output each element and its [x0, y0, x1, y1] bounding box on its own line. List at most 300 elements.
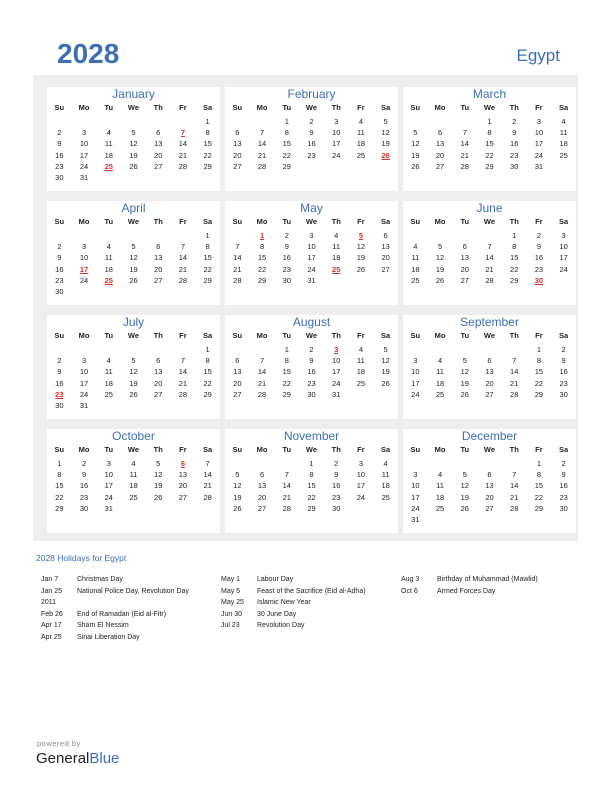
day-cell: 29: [282, 389, 291, 399]
empty-day-cell: [146, 230, 171, 241]
weekday-header: Su: [54, 445, 65, 454]
weekday-header: Sa: [203, 217, 213, 226]
day-cell: 14: [257, 367, 267, 377]
day-cell: 27: [233, 389, 242, 399]
day-cell: 11: [381, 470, 390, 480]
year-title: 2028: [57, 38, 120, 69]
holiday-day-cell: 6: [180, 459, 185, 468]
weekday-header: Th: [509, 445, 519, 454]
day-cell: 16: [307, 367, 316, 377]
day-cell: 21: [510, 378, 519, 388]
empty-day-cell: [250, 116, 275, 127]
weekday-header: Fr: [357, 103, 365, 112]
weekday-header: Th: [153, 331, 163, 340]
month-name: April: [121, 201, 146, 215]
day-cell: 28: [257, 389, 267, 399]
weekday-header: We: [305, 331, 318, 340]
day-cell: 19: [129, 264, 138, 274]
day-cell: 28: [178, 275, 188, 285]
day-cell: 29: [307, 503, 316, 513]
day-cell: 25: [104, 389, 113, 399]
day-cell: 11: [104, 139, 113, 149]
holiday-row: [41, 620, 189, 632]
day-cell: 18: [356, 367, 366, 377]
day-cell: 1: [512, 231, 517, 240]
day-cell: 29: [203, 275, 212, 285]
day-cell: 8: [205, 242, 210, 252]
day-cell: 16: [282, 253, 291, 263]
day-cell: 13: [233, 367, 242, 377]
month-name: September: [460, 315, 519, 329]
day-cell: 5: [462, 356, 467, 366]
day-cell: 26: [129, 389, 138, 399]
weekday-header: Th: [153, 217, 163, 226]
day-cell: 12: [129, 139, 138, 149]
month-name: November: [283, 429, 340, 443]
day-cell: 12: [233, 481, 242, 491]
weekday-header: We: [305, 103, 318, 112]
month-august: [225, 315, 398, 419]
day-cell: 13: [154, 253, 163, 263]
day-cell: 5: [131, 128, 136, 138]
day-cell: 29: [534, 503, 544, 513]
empty-day-cell: [403, 344, 428, 355]
day-cell: 20: [233, 150, 242, 160]
day-cell: 29: [510, 275, 519, 285]
day-cell: 27: [178, 492, 188, 502]
holiday-name: 30 June Day: [257, 610, 297, 618]
day-cell: 18: [104, 150, 113, 160]
holiday-day-cell: 5: [358, 231, 363, 240]
day-cell: 1: [205, 231, 210, 240]
day-cell: 25: [559, 150, 568, 160]
weekday-header: Th: [153, 103, 163, 112]
weekday-header: Fr: [179, 103, 187, 112]
day-cell: 21: [510, 492, 519, 502]
weekday-header: Tu: [104, 103, 114, 112]
day-cell: 15: [534, 367, 544, 377]
day-cell: 20: [381, 253, 390, 263]
empty-day-cell: [96, 230, 121, 241]
day-cell: 25: [435, 389, 445, 399]
day-cell: 4: [106, 356, 111, 366]
empty-day-cell: [146, 344, 171, 355]
day-cell: 18: [559, 139, 568, 149]
day-cell: 1: [205, 117, 210, 126]
day-cell: 31: [411, 514, 420, 524]
holiday-date: May 5: [221, 587, 241, 595]
empty-day-cell: [403, 458, 428, 469]
empty-day-cell: [47, 344, 72, 355]
day-cell: 7: [235, 242, 240, 252]
day-cell: 2: [57, 356, 62, 366]
day-cell: 4: [358, 345, 363, 354]
day-cell: 5: [131, 356, 136, 366]
day-cell: 26: [129, 275, 138, 285]
day-cell: 6: [383, 231, 388, 240]
day-cell: 8: [259, 242, 265, 252]
holiday-row: [221, 597, 366, 609]
day-cell: 14: [510, 481, 519, 491]
weekday-header: Fr: [535, 445, 543, 454]
day-cell: 17: [332, 139, 341, 149]
holiday-row: [41, 586, 189, 598]
day-cell: 13: [154, 367, 163, 377]
day-cell: 28: [233, 275, 242, 285]
day-cell: 16: [510, 139, 519, 149]
day-cell: 4: [131, 459, 136, 468]
weekday-header: Fr: [535, 217, 543, 226]
weekday-header: Mo: [78, 331, 90, 340]
weekday-header: Th: [509, 331, 519, 340]
day-cell: 29: [203, 389, 212, 399]
day-cell: 8: [536, 356, 541, 366]
day-cell: 21: [257, 378, 267, 388]
day-cell: 22: [257, 264, 267, 274]
weekday-header: Su: [410, 217, 421, 226]
day-cell: 14: [282, 481, 291, 491]
day-cell: 5: [462, 470, 467, 480]
weekday-header: Tu: [282, 217, 292, 226]
day-cell: 11: [332, 242, 341, 252]
day-cell: 14: [510, 367, 519, 377]
holiday-name: Labour Day: [257, 576, 294, 583]
day-grid: [47, 102, 220, 183]
empty-day-cell: [72, 230, 97, 241]
weekday-header: Su: [232, 445, 243, 454]
day-cell: 13: [178, 470, 188, 480]
weekday-header: Su: [410, 445, 421, 454]
day-cell: 24: [411, 389, 420, 399]
empty-day-cell: [477, 458, 502, 469]
day-cell: 1: [536, 459, 541, 468]
day-cell: 17: [307, 253, 316, 263]
day-cell: 31: [79, 172, 89, 182]
day-cell: 4: [358, 117, 363, 126]
month-july: [47, 315, 220, 419]
empty-day-cell: [96, 116, 121, 127]
day-cell: 8: [487, 128, 492, 138]
day-cell: 28: [485, 275, 494, 285]
day-cell: 19: [154, 481, 163, 491]
day-cell: 3: [106, 459, 111, 468]
holiday-date: Apr 25: [41, 633, 62, 641]
empty-day-cell: [403, 230, 428, 241]
holiday-day-cell: 25: [104, 161, 113, 171]
day-cell: 24: [534, 150, 544, 160]
day-cell: 29: [534, 389, 544, 399]
day-cell: 16: [79, 481, 89, 491]
empty-day-cell: [452, 230, 477, 241]
empty-day-cell: [428, 116, 453, 127]
weekday-header: Su: [232, 103, 243, 112]
month-name: March: [472, 87, 507, 101]
day-cell: 19: [356, 253, 366, 263]
holiday-name: Revolution Day: [257, 622, 305, 629]
day-cell: 7: [512, 356, 517, 366]
day-cell: 6: [235, 128, 240, 138]
weekday-header: Su: [54, 217, 65, 226]
day-cell: 10: [307, 242, 316, 252]
day-cell: 10: [332, 128, 341, 138]
weekday-header: We: [483, 103, 496, 112]
day-cell: 15: [203, 139, 212, 149]
day-cell: 17: [104, 481, 113, 491]
day-cell: 30: [559, 503, 568, 513]
day-cell: 23: [79, 492, 89, 502]
holidays-title: 2028 Holidays for Egypt: [36, 553, 127, 563]
day-cell: 24: [79, 275, 89, 285]
day-cell: 4: [437, 356, 443, 366]
day-cell: 9: [561, 356, 566, 366]
day-cell: 29: [257, 275, 267, 285]
day-cell: 27: [485, 503, 494, 513]
day-cell: 25: [381, 492, 390, 502]
day-cell: 6: [235, 356, 240, 366]
weekday-header: We: [127, 217, 140, 226]
day-cell: 23: [559, 492, 568, 502]
holiday-date: Oct 6: [401, 587, 418, 595]
weekday-header: Mo: [78, 103, 90, 112]
day-cell: 18: [332, 253, 341, 263]
day-cell: 2: [512, 117, 517, 126]
day-cell: 26: [129, 161, 138, 171]
day-cell: 28: [460, 161, 469, 171]
weekday-header: Tu: [460, 103, 470, 112]
day-cell: 22: [203, 150, 212, 160]
weekday-header: Mo: [434, 445, 446, 454]
day-cell: 25: [435, 503, 445, 513]
holiday-day-cell: 3: [334, 345, 339, 354]
weekday-header: Th: [331, 331, 341, 340]
day-cell: 14: [178, 367, 188, 377]
empty-day-cell: [225, 458, 250, 469]
weekday-header: Su: [410, 103, 421, 112]
day-grid: [47, 444, 220, 514]
holiday-name: Feast of the Sacrifice (Eid al-Adha): [257, 587, 366, 595]
day-cell: 13: [154, 139, 163, 149]
day-cell: 10: [79, 367, 89, 377]
weekday-header: Th: [331, 103, 341, 112]
weekday-header: Sa: [559, 103, 569, 112]
day-cell: 10: [356, 470, 366, 480]
weekday-header: Tu: [460, 331, 470, 340]
day-cell: 13: [233, 139, 242, 149]
day-cell: 21: [460, 150, 469, 160]
day-cell: 23: [534, 264, 544, 274]
day-cell: 30: [79, 503, 89, 513]
weekday-header: Tu: [282, 103, 292, 112]
day-cell: 11: [411, 253, 420, 263]
day-cell: 5: [235, 470, 240, 480]
day-cell: 24: [559, 264, 568, 274]
day-cell: 5: [383, 117, 388, 126]
month-december: [403, 429, 576, 533]
day-cell: 22: [282, 150, 291, 160]
day-cell: 19: [381, 367, 390, 377]
day-cell: 22: [55, 492, 64, 502]
weekday-header: Fr: [535, 103, 543, 112]
day-cell: 4: [106, 128, 111, 138]
day-cell: 27: [154, 161, 163, 171]
weekday-header: Sa: [381, 445, 391, 454]
day-cell: 11: [104, 367, 113, 377]
day-cell: 19: [233, 492, 242, 502]
holiday-date: Aug 3: [401, 576, 420, 583]
weekday-header: Sa: [381, 103, 391, 112]
brand-logo[interactable]: [36, 750, 119, 767]
day-cell: 4: [561, 117, 566, 126]
day-cell: 1: [57, 459, 62, 468]
day-cell: 14: [178, 253, 188, 263]
day-cell: 8: [205, 128, 210, 138]
day-cell: 27: [233, 161, 242, 171]
day-cell: 24: [79, 161, 89, 171]
day-cell: 11: [357, 356, 365, 366]
day-cell: 12: [381, 356, 390, 366]
day-cell: 13: [485, 481, 494, 491]
month-september: [403, 315, 576, 419]
empty-day-cell: [428, 230, 453, 241]
day-cell: 7: [180, 356, 185, 366]
day-cell: 26: [460, 503, 469, 513]
weekday-header: Su: [232, 331, 243, 340]
day-cell: 16: [55, 378, 64, 388]
day-cell: 16: [559, 367, 568, 377]
day-cell: 8: [205, 356, 210, 366]
holiday-date: May 25: [221, 599, 244, 606]
empty-day-cell: [452, 458, 477, 469]
day-cell: 9: [57, 367, 62, 377]
day-grid: [225, 444, 398, 514]
day-cell: 5: [413, 128, 418, 138]
day-cell: 5: [156, 459, 161, 468]
day-cell: 8: [57, 470, 62, 480]
day-cell: 12: [356, 242, 366, 252]
day-grid: [225, 330, 398, 400]
day-cell: 27: [154, 389, 163, 399]
day-cell: 20: [154, 264, 163, 274]
day-cell: 11: [357, 128, 365, 138]
holiday-row: [41, 609, 189, 621]
day-cell: 31: [534, 161, 544, 171]
day-cell: 17: [559, 253, 568, 263]
day-cell: 26: [435, 275, 445, 285]
holiday-name: Sham El Nessim: [77, 622, 129, 629]
day-cell: 27: [460, 275, 469, 285]
day-cell: 10: [332, 356, 341, 366]
day-cell: 30: [332, 503, 341, 513]
holiday-column: [401, 574, 538, 597]
day-cell: 17: [356, 481, 366, 491]
day-cell: 8: [536, 470, 541, 480]
day-cell: 15: [485, 139, 494, 149]
weekday-header: Mo: [256, 103, 268, 112]
holiday-day-cell: 25: [332, 264, 341, 274]
day-cell: 10: [411, 367, 420, 377]
day-cell: 15: [307, 481, 316, 491]
day-cell: 31: [332, 389, 341, 399]
day-cell: 28: [257, 161, 267, 171]
day-cell: 16: [55, 150, 64, 160]
day-cell: 23: [55, 275, 64, 285]
day-cell: 1: [309, 459, 314, 468]
holiday-day-cell: 23: [55, 389, 64, 399]
weekday-header: We: [483, 331, 496, 340]
day-cell: 9: [512, 128, 517, 138]
day-cell: 5: [437, 242, 443, 252]
day-cell: 16: [55, 264, 64, 274]
day-cell: 18: [381, 481, 390, 491]
holiday-name: End of Ramadan (Eid al-Fitr): [77, 610, 167, 618]
weekday-header: Sa: [381, 331, 391, 340]
day-cell: 19: [460, 378, 469, 388]
weekday-header: Mo: [434, 217, 446, 226]
day-cell: 29: [485, 161, 494, 171]
empty-day-cell: [274, 458, 299, 469]
day-cell: 6: [487, 356, 492, 366]
day-cell: 16: [332, 481, 341, 491]
empty-day-cell: [250, 458, 275, 469]
day-cell: 20: [154, 150, 163, 160]
day-cell: 31: [79, 400, 89, 410]
weekday-header: Fr: [179, 331, 187, 340]
holiday-date: Jun 30: [221, 610, 243, 618]
powered-by-text: powered by: [37, 739, 81, 748]
day-cell: 12: [129, 253, 138, 263]
day-cell: 28: [203, 492, 212, 502]
day-cell: 11: [559, 128, 568, 138]
empty-day-cell: [225, 344, 250, 355]
month-name: August: [292, 315, 331, 329]
day-cell: 22: [485, 150, 494, 160]
day-cell: 2: [309, 345, 314, 354]
empty-day-cell: [452, 116, 477, 127]
month-march: [403, 87, 576, 191]
day-cell: 23: [282, 264, 291, 274]
weekday-header: Th: [153, 445, 163, 454]
day-cell: 6: [156, 242, 161, 252]
month-name: May: [300, 201, 323, 215]
empty-day-cell: [477, 344, 502, 355]
day-cell: 11: [436, 481, 444, 491]
day-cell: 31: [307, 275, 316, 285]
day-cell: 14: [485, 253, 494, 263]
brand-part-general: General: [36, 750, 90, 767]
empty-day-cell: [502, 458, 527, 469]
day-cell: 25: [129, 492, 138, 502]
day-cell: 19: [411, 150, 420, 160]
day-cell: 3: [81, 128, 87, 138]
day-cell: 28: [510, 389, 519, 399]
month-april: [47, 201, 220, 305]
day-cell: 18: [356, 139, 366, 149]
day-cell: 23: [307, 150, 316, 160]
empty-day-cell: [428, 458, 453, 469]
weekday-header: Su: [410, 331, 421, 340]
day-cell: 12: [381, 128, 390, 138]
day-cell: 5: [131, 242, 136, 252]
weekday-header: Th: [509, 217, 519, 226]
country-title: Egypt: [516, 46, 560, 65]
holiday-column: [41, 574, 189, 643]
day-cell: 3: [81, 356, 87, 366]
empty-day-cell: [171, 116, 196, 127]
day-cell: 9: [284, 242, 289, 252]
holiday-date: 2011: [41, 599, 57, 606]
day-cell: 5: [383, 345, 388, 354]
weekday-header: Tu: [104, 445, 114, 454]
